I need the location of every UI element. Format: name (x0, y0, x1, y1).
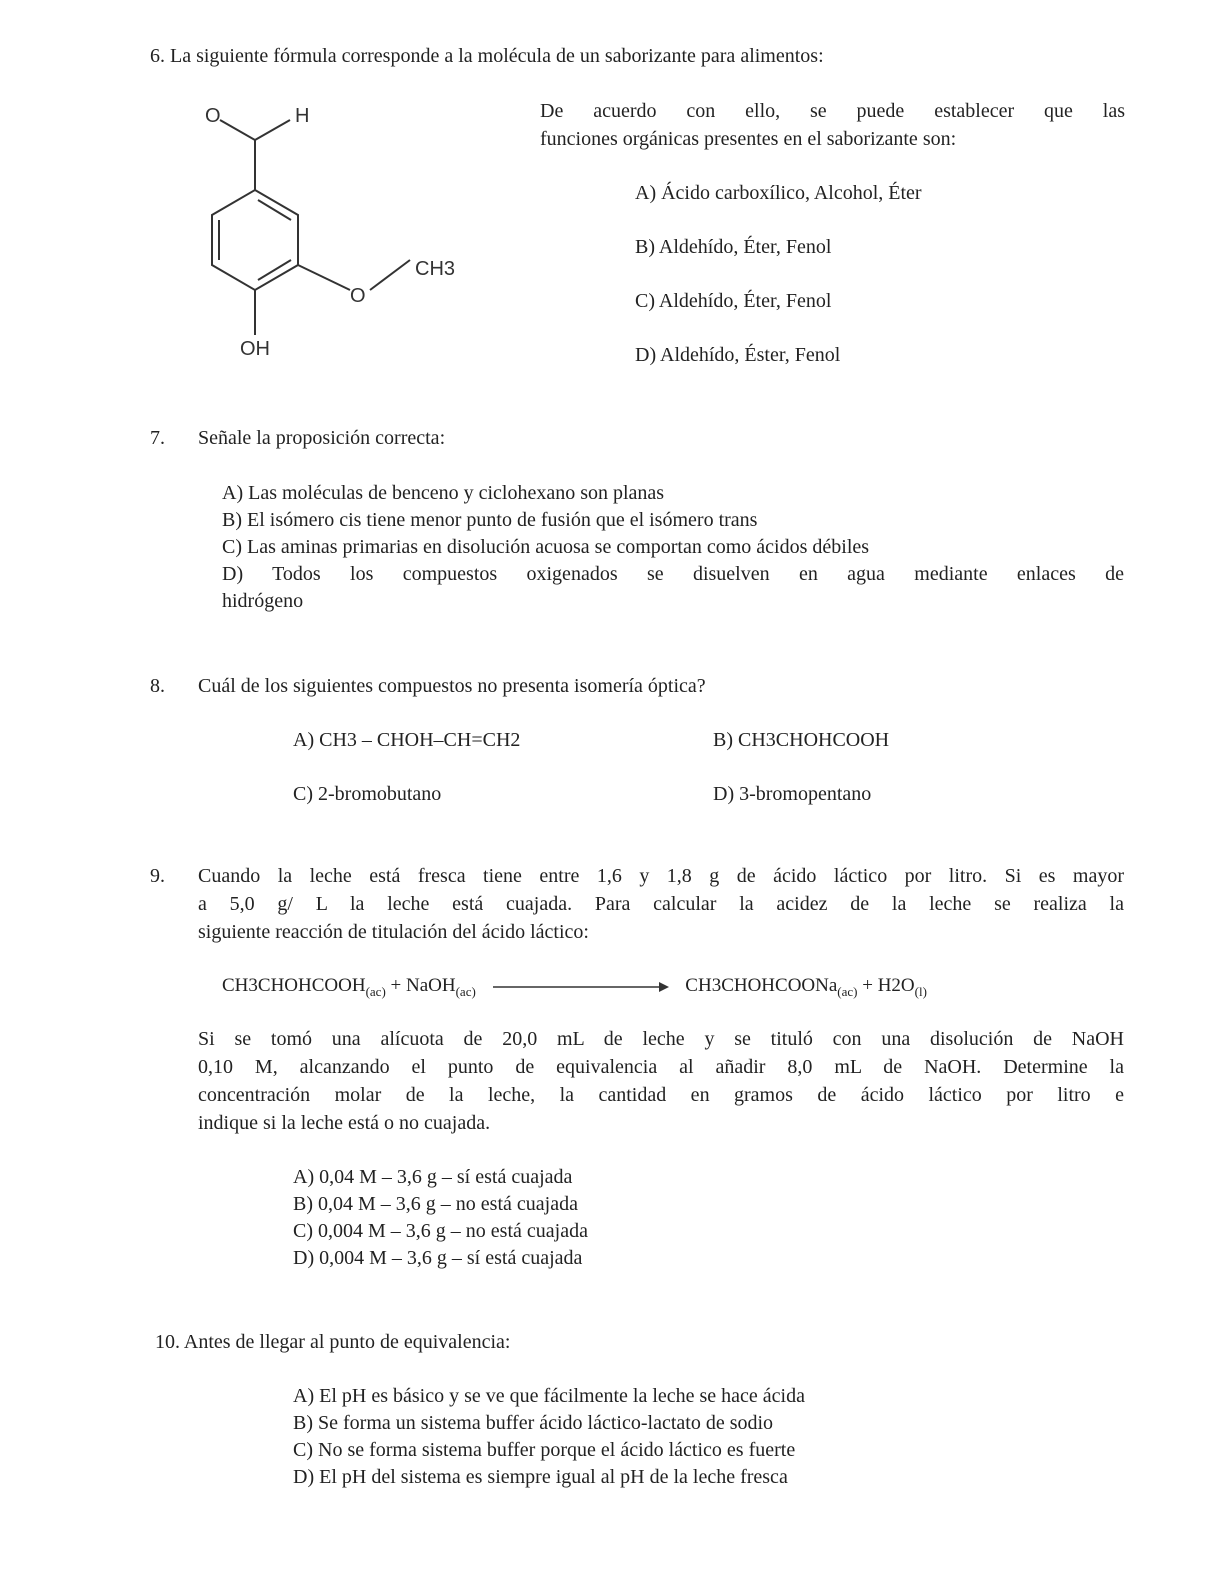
q6-intro-line-1: De acuerdo con ello, se puede establecer que las (540, 100, 1125, 122)
titration-reaction (222, 975, 927, 1000)
q10-option-d: D) El pH del sistema es siempre igual al pH de la leche fresca (293, 1466, 788, 1488)
q7-option-d-cont: hidrógeno (222, 590, 304, 612)
q9-option-b: B) 0,04 M – 3,6 g – no está cuajada (293, 1193, 578, 1215)
state-l: (l) (914, 983, 927, 999)
q6-option-a: A) Ácido carboxílico, Alcohol, Éter (635, 182, 922, 204)
q9-option-c: C) 0,004 M – 3,6 g – no está cuajada (293, 1220, 588, 1242)
q8-option-a: A) CH3 – CHOH–CH=CH2 (293, 729, 521, 751)
label-h: H (295, 105, 310, 127)
q9-text-line-7: indique si la leche está o no cuajada. (198, 1112, 491, 1134)
q9-option-a: A) 0,04 M – 3,6 g – sí está cuajada (293, 1166, 573, 1188)
reactant-lactic-acid: CH3CHOHCOOH (222, 975, 366, 996)
q9-text-line-5: 0,10 M, alcanzando el punto de equivalencia al añadir 8,0 mL de NaOH. Determine la (198, 1056, 1124, 1078)
vanillin-structure (170, 90, 490, 370)
state-ac-2: (ac) (455, 983, 476, 999)
label-o-ether: O (350, 285, 366, 307)
q6-stem: 6. La siguiente fórmula corresponde a la molécula de un saborizante para alimentos: (150, 45, 824, 67)
q8-number: 8. (150, 675, 165, 697)
reaction-arrow-icon (491, 980, 671, 994)
state-ac-3: (ac) (837, 983, 858, 999)
q10-option-a: A) El pH es básico y se ve que fácilmente la leche se hace ácida (293, 1385, 805, 1407)
q10-option-b: B) Se forma un sistema buffer ácido láctico-lactato de sodio (293, 1412, 774, 1434)
product-water: + H2O (862, 975, 915, 996)
q9-text-line-3: siguiente reacción de titulación del ácido láctico: (198, 921, 589, 943)
q7-option-d: D) Todos los compuestos oxigenados se disuelven en agua mediante enlaces de (222, 563, 1124, 585)
q6-option-d: D) Aldehído, Éster, Fenol (635, 344, 841, 366)
label-oh: OH (240, 338, 270, 360)
q10-option-c: C) No se forma sistema buffer porque el ácido láctico es fuerte (293, 1439, 796, 1461)
q9-option-d: D) 0,004 M – 3,6 g – sí está cuajada (293, 1247, 583, 1269)
q6-intro-line-2: funciones orgánicas presentes en el saborizante son: (540, 128, 957, 150)
q7-option-b: B) El isómero cis tiene menor punto de fusión que el isómero trans (222, 509, 758, 531)
q9-text-line-1: Cuando la leche está fresca tiene entre 1,6 y 1,8 g de ácido láctico por litro. Si es mayor (198, 865, 1124, 887)
q6-option-b: B) Aldehído, Éter, Fenol (635, 236, 832, 258)
q7-stem: Señale la proposición correcta: (198, 427, 446, 449)
label-ch3: CH3 (415, 258, 456, 280)
label-o: O (205, 105, 221, 127)
q8-stem: Cuál de los siguientes compuestos no presenta isomería óptica? (198, 675, 706, 697)
q10-stem: 10. Antes de llegar al punto de equivalencia: (155, 1331, 511, 1353)
q7-number: 7. (150, 427, 165, 449)
q9-number: 9. (150, 865, 165, 887)
q6-option-c: C) Aldehído, Éter, Fenol (635, 290, 832, 312)
q7-option-a: A) Las moléculas de benceno y ciclohexano son planas (222, 482, 665, 504)
q8-option-b: B) CH3CHOHCOOH (713, 729, 890, 751)
q7-option-c: C) Las aminas primarias en disolución acuosa se comportan como ácidos débiles (222, 536, 870, 558)
state-ac-1: (ac) (365, 983, 386, 999)
reactant-naoh: + NaOH (390, 975, 456, 996)
q9-text-line-4: Si se tomó una alícuota de 20,0 mL de leche y se tituló con una disolución de NaOH (198, 1028, 1124, 1050)
q9-text-line-6: concentración molar de la leche, la cantidad en gramos de ácido láctico por litro e (198, 1084, 1124, 1106)
q8-option-d: D) 3-bromopentano (713, 783, 872, 805)
product-sodium-lactate: CH3CHOHCOONa (685, 975, 838, 996)
q9-text-line-2: a 5,0 g/ L la leche está cuajada. Para calcular la acidez de la leche se realiza la (198, 893, 1124, 915)
q8-option-c: C) 2-bromobutano (293, 783, 442, 805)
